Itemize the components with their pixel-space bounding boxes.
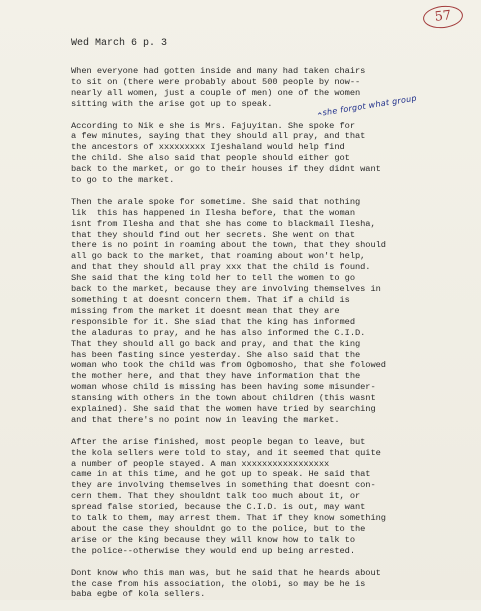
- text-line: they are involving themselves in something that doesnt con-: [71, 480, 376, 491]
- handwritten-margin-note: she forgot what group: [321, 93, 418, 118]
- insertion-caret-icon: ⌃: [316, 112, 324, 122]
- text-line: came in at this time, and he got up to speak. He said that: [71, 469, 371, 480]
- text-line: about the case they shouldnt go to the police, but to the: [71, 524, 366, 535]
- text-line: lik this has happened in Ilesha before, that the woman: [71, 207, 355, 218]
- text-line: all go back to the market, that roaming about won't help,: [71, 251, 366, 262]
- text-line: the kola sellers were told to stay, and it seemed that quite: [71, 447, 381, 458]
- text-line: something t at doesnt concern them. That if a child is: [71, 295, 350, 305]
- text-line: woman who took the child was from Ogbomosho, that she folowed: [71, 360, 386, 371]
- paragraph: [71, 437, 471, 557]
- paragraph: [71, 197, 471, 426]
- text-line: sitting with the arise got up to speak.: [71, 98, 273, 109]
- text-line: woman whose child is missing has been having some misunder-: [71, 382, 376, 393]
- text-line: spread false storied, because the C.I.D. is out, may want: [71, 502, 366, 513]
- text-line: She said that the king told her to tell the women to go: [71, 273, 355, 284]
- text-line: responsible for it. She siad that the king has informed: [71, 316, 355, 327]
- text-line: the child. She also said that people should either got: [71, 153, 350, 164]
- text-line: to talk to them, may arrest them. That if they know something: [71, 513, 386, 524]
- paragraph: [71, 568, 471, 601]
- text-line: to go to the market.: [71, 175, 175, 186]
- text-line: arise or the king because they will know how to talk to: [71, 534, 355, 545]
- text-line: According to Nik e she is Mrs. Fajuyitan. She spoke for: [71, 120, 355, 131]
- text-line: back to the market, because they are involving themselves in: [71, 284, 381, 295]
- text-line: baba egbe of kola sellers.: [71, 589, 206, 600]
- text-line: Then the arale spoke for sometime. She said that nothing: [71, 196, 361, 207]
- text-line: has been fasting since yesterday. She also said that the: [71, 349, 361, 360]
- text-line: Dont know who this man was, but he said that he heards about: [71, 567, 381, 578]
- text-line: the police--otherwise they would end up being arrested.: [71, 545, 355, 556]
- body-text: [71, 66, 471, 611]
- text-line: the case from his association, the olobi, so may be he is: [71, 578, 366, 589]
- text-line: nearly all women, just a couple of men) one of the women: [71, 87, 361, 98]
- text-line: After the arise finished, most people began to leave, but: [71, 436, 366, 447]
- date-header: Wed March 6 p. 3: [71, 38, 168, 49]
- text-line: That they should all go back and pray, and that the king: [71, 338, 361, 349]
- text-line: When everyone had gotten inside and many had taken chairs: [71, 66, 366, 76]
- text-line: isnt from Ilesha and that she has come to blackmail Ilesha,: [71, 218, 376, 229]
- paragraph: [71, 121, 471, 186]
- text-line: the mother here, and that they have information that the: [71, 371, 361, 382]
- text-line: there is no point in roaming about the town, that they should: [71, 240, 386, 251]
- text-line: missing from the market it doesnt mean that they are: [71, 305, 340, 316]
- text-line: explained). She said that the women have tried by searching: [71, 404, 376, 415]
- text-line: to sit on (there were probably about 500 people by now--: [71, 76, 361, 87]
- text-line: the ancestors of xxxxxxxxx Ijeshaland would help find: [71, 142, 345, 153]
- page-number-circle: 57: [422, 4, 464, 30]
- text-line: that they should find out her secrets. She went on that: [71, 229, 355, 240]
- text-line: a number of people stayed. A man xxxxxxxxxxxxxxxxx: [71, 458, 330, 469]
- text-line: and that there's no point now in leaving the market.: [71, 414, 340, 425]
- text-line: stansing with others in the town about children (this wasnt: [71, 393, 376, 404]
- text-line: back to the market, or go to their houses if they didnt want: [71, 164, 381, 175]
- text-line: cern them. That they shouldnt talk too much about it, or: [71, 491, 361, 502]
- text-line: a few minutes, saying that they should all pray, and that: [71, 131, 366, 142]
- paragraph: [71, 66, 471, 110]
- text-line: and that they should all pray xxx that the child is found.: [71, 262, 371, 273]
- text-line: the aladuras to pray, and he has also informed the C.I.D.: [71, 327, 366, 338]
